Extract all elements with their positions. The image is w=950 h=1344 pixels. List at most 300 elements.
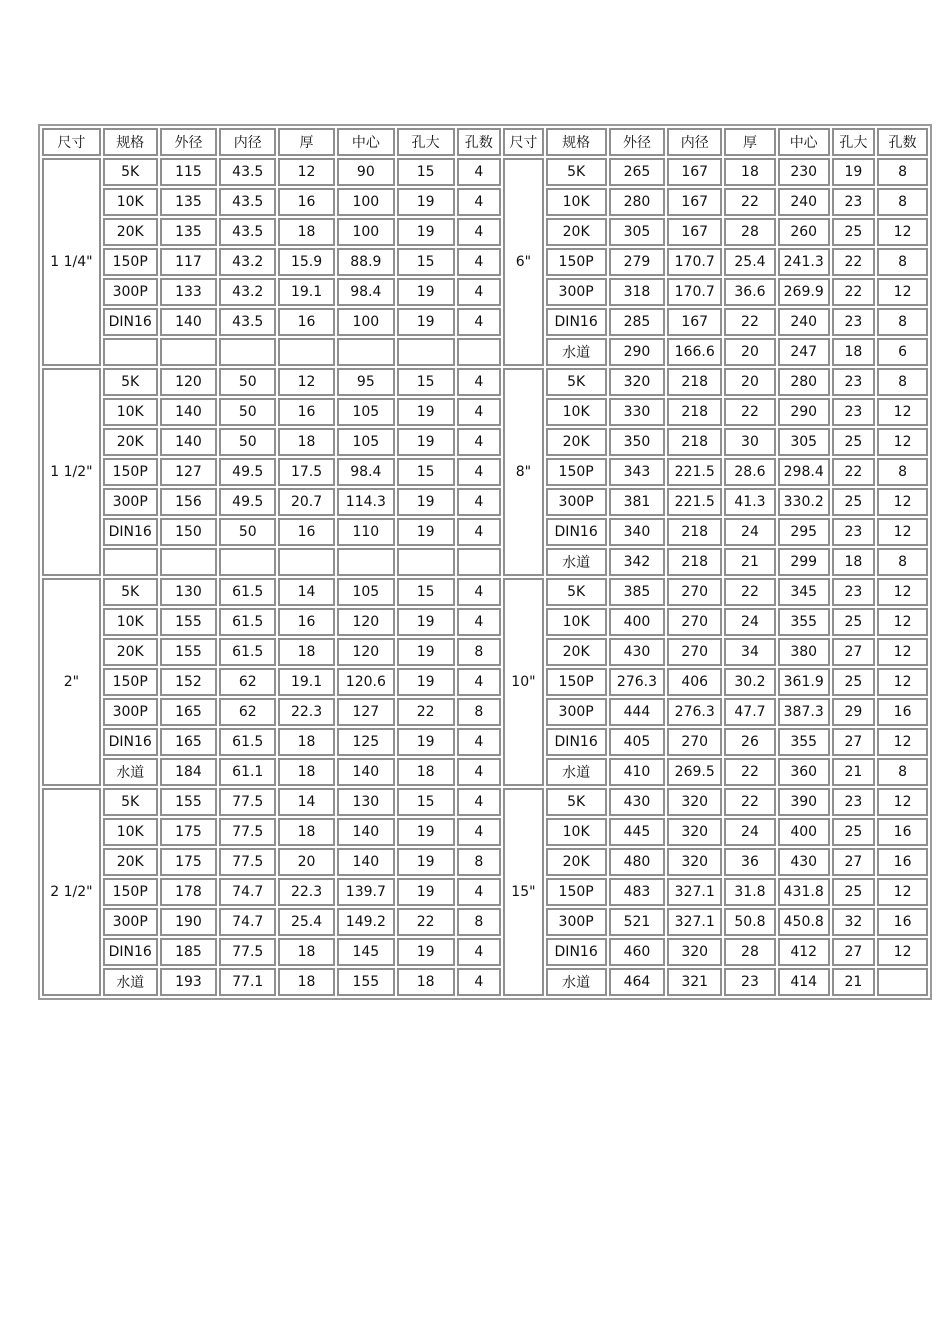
center-cell: 105 bbox=[337, 398, 395, 426]
header-hole-size-right: 孔大 bbox=[832, 128, 876, 156]
center-cell: 125 bbox=[337, 728, 395, 756]
hole-count-cell: 8 bbox=[877, 458, 928, 486]
hole-count-cell: 4 bbox=[457, 728, 502, 756]
header-outer-diameter-right: 外径 bbox=[609, 128, 666, 156]
center-cell: 145 bbox=[337, 938, 395, 966]
thickness-cell: 20 bbox=[724, 368, 776, 396]
spec-cell: 300P bbox=[546, 908, 607, 936]
center-cell: 110 bbox=[337, 518, 395, 546]
outer-diameter-cell: 156 bbox=[160, 488, 218, 516]
inner-diameter-cell: 320 bbox=[667, 848, 722, 876]
center-cell: 431.8 bbox=[778, 878, 830, 906]
header-size-right: 尺寸 bbox=[503, 128, 544, 156]
table-row bbox=[42, 908, 928, 936]
header-outer-diameter-left: 外径 bbox=[160, 128, 218, 156]
inner-diameter-cell: 77.5 bbox=[219, 788, 276, 816]
spec-cell: 300P bbox=[103, 278, 158, 306]
table-row bbox=[42, 278, 928, 306]
header-hole-count-left: 孔数 bbox=[457, 128, 502, 156]
thickness-cell: 14 bbox=[278, 578, 335, 606]
hole-count-cell: 12 bbox=[877, 608, 928, 636]
hole-count-cell: 12 bbox=[877, 878, 928, 906]
inner-diameter-cell: 50 bbox=[219, 368, 276, 396]
spec-cell: 300P bbox=[546, 278, 607, 306]
hole-size-cell: 19 bbox=[397, 428, 455, 456]
hole-count-cell: 6 bbox=[877, 338, 928, 366]
hole-count-cell: 12 bbox=[877, 938, 928, 966]
spec-cell: 5K bbox=[103, 788, 158, 816]
hole-size-cell: 23 bbox=[832, 578, 876, 606]
outer-diameter-cell: 140 bbox=[160, 428, 218, 456]
hole-size-cell: 15 bbox=[397, 788, 455, 816]
spec-cell: 300P bbox=[103, 698, 158, 726]
table-row bbox=[42, 788, 928, 816]
thickness-cell: 47.7 bbox=[724, 698, 776, 726]
hole-count-cell: 12 bbox=[877, 398, 928, 426]
hole-size-cell: 19 bbox=[397, 638, 455, 666]
hole-size-cell: 19 bbox=[397, 608, 455, 636]
hole-count-cell: 8 bbox=[457, 638, 502, 666]
thickness-cell: 19.1 bbox=[278, 278, 335, 306]
thickness-cell: 18 bbox=[724, 158, 776, 186]
thickness-cell: 22 bbox=[724, 578, 776, 606]
center-cell: 98.4 bbox=[337, 458, 395, 486]
thickness-cell: 18 bbox=[278, 428, 335, 456]
flange-spec-table bbox=[38, 124, 932, 1000]
hole-size-cell: 22 bbox=[397, 908, 455, 936]
size-cell-right: 8" bbox=[503, 368, 544, 576]
inner-diameter-cell: 77.5 bbox=[219, 938, 276, 966]
spec-cell: 20K bbox=[103, 848, 158, 876]
hole-count-cell: 4 bbox=[457, 758, 502, 786]
hole-count-cell: 12 bbox=[877, 728, 928, 756]
spec-cell: 300P bbox=[103, 908, 158, 936]
spec-cell: DIN16 bbox=[103, 308, 158, 336]
inner-diameter-cell: 167 bbox=[667, 308, 722, 336]
header-center-left: 中心 bbox=[337, 128, 395, 156]
spec-cell: 300P bbox=[546, 698, 607, 726]
thickness-cell: 22 bbox=[724, 788, 776, 816]
outer-diameter-cell: 385 bbox=[609, 578, 666, 606]
table-row bbox=[42, 248, 928, 276]
spec-cell: 10K bbox=[103, 188, 158, 216]
header-inner-diameter-right: 内径 bbox=[667, 128, 722, 156]
inner-diameter-cell: 50 bbox=[219, 428, 276, 456]
center-cell: 345 bbox=[778, 578, 830, 606]
inner-diameter-cell: 167 bbox=[667, 218, 722, 246]
outer-diameter-cell: 178 bbox=[160, 878, 218, 906]
hole-size-cell: 19 bbox=[397, 848, 455, 876]
spec-cell: 10K bbox=[546, 398, 607, 426]
table-row bbox=[42, 428, 928, 456]
hole-count-cell: 4 bbox=[457, 878, 502, 906]
table-row bbox=[42, 758, 928, 786]
spec-cell: 150P bbox=[546, 668, 607, 696]
flange-spec-sheet bbox=[38, 124, 932, 1058]
center-cell: 105 bbox=[337, 428, 395, 456]
hole-count-cell: 8 bbox=[877, 188, 928, 216]
thickness-cell: 36 bbox=[724, 848, 776, 876]
outer-diameter-cell: 175 bbox=[160, 848, 218, 876]
table-row bbox=[42, 308, 928, 336]
center-cell: 140 bbox=[337, 848, 395, 876]
outer-diameter-cell: 400 bbox=[609, 608, 666, 636]
hole-count-cell: 8 bbox=[457, 848, 502, 876]
hole-size-cell: 25 bbox=[832, 668, 876, 696]
inner-diameter-cell: 221.5 bbox=[667, 488, 722, 516]
table-row bbox=[42, 218, 928, 246]
outer-diameter-cell: 320 bbox=[609, 368, 666, 396]
hole-count-cell: 12 bbox=[877, 638, 928, 666]
header-thickness-right: 厚 bbox=[724, 128, 776, 156]
outer-diameter-cell: 120 bbox=[160, 368, 218, 396]
center-cell: 295 bbox=[778, 518, 830, 546]
center-cell: 105 bbox=[337, 578, 395, 606]
header-hole-size-left: 孔大 bbox=[397, 128, 455, 156]
inner-diameter-cell: 218 bbox=[667, 518, 722, 546]
thickness-cell: 24 bbox=[724, 518, 776, 546]
hole-size-cell: 19 bbox=[397, 188, 455, 216]
thickness-cell: 21 bbox=[724, 548, 776, 576]
thickness-cell: 34 bbox=[724, 638, 776, 666]
inner-diameter-cell: 77.5 bbox=[219, 848, 276, 876]
hole-count-cell: 12 bbox=[877, 518, 928, 546]
center-cell: 355 bbox=[778, 608, 830, 636]
thickness-cell: 20 bbox=[724, 338, 776, 366]
outer-diameter-cell bbox=[160, 338, 218, 366]
hole-size-cell: 19 bbox=[397, 308, 455, 336]
inner-diameter-cell: 269.5 bbox=[667, 758, 722, 786]
hole-size-cell: 22 bbox=[832, 248, 876, 276]
spec-cell: 水道 bbox=[546, 548, 607, 576]
hole-count-cell: 4 bbox=[457, 488, 502, 516]
center-cell: 299 bbox=[778, 548, 830, 576]
thickness-cell: 16 bbox=[278, 398, 335, 426]
hole-count-cell: 16 bbox=[877, 698, 928, 726]
inner-diameter-cell: 327.1 bbox=[667, 908, 722, 936]
inner-diameter-cell: 74.7 bbox=[219, 878, 276, 906]
outer-diameter-cell: 350 bbox=[609, 428, 666, 456]
thickness-cell: 30.2 bbox=[724, 668, 776, 696]
hole-size-cell: 22 bbox=[397, 698, 455, 726]
inner-diameter-cell: 170.7 bbox=[667, 248, 722, 276]
spec-cell: 5K bbox=[103, 578, 158, 606]
outer-diameter-cell: 285 bbox=[609, 308, 666, 336]
outer-diameter-cell: 342 bbox=[609, 548, 666, 576]
hole-size-cell bbox=[397, 548, 455, 576]
center-cell: 240 bbox=[778, 308, 830, 336]
center-cell: 450.8 bbox=[778, 908, 830, 936]
hole-count-cell: 12 bbox=[877, 578, 928, 606]
inner-diameter-cell: 320 bbox=[667, 818, 722, 846]
center-cell: 260 bbox=[778, 218, 830, 246]
spec-cell: 20K bbox=[546, 218, 607, 246]
outer-diameter-cell: 280 bbox=[609, 188, 666, 216]
outer-diameter-cell: 483 bbox=[609, 878, 666, 906]
inner-diameter-cell: 167 bbox=[667, 158, 722, 186]
thickness-cell: 25.4 bbox=[278, 908, 335, 936]
center-cell: 100 bbox=[337, 308, 395, 336]
thickness-cell: 25.4 bbox=[724, 248, 776, 276]
center-cell: 90 bbox=[337, 158, 395, 186]
inner-diameter-cell: 49.5 bbox=[219, 488, 276, 516]
inner-diameter-cell: 320 bbox=[667, 788, 722, 816]
hole-size-cell: 18 bbox=[397, 968, 455, 996]
inner-diameter-cell: 218 bbox=[667, 368, 722, 396]
center-cell: 120 bbox=[337, 608, 395, 636]
outer-diameter-cell: 155 bbox=[160, 608, 218, 636]
inner-diameter-cell: 43.2 bbox=[219, 248, 276, 276]
thickness-cell: 18 bbox=[278, 638, 335, 666]
center-cell: 390 bbox=[778, 788, 830, 816]
inner-diameter-cell: 218 bbox=[667, 428, 722, 456]
thickness-cell: 28 bbox=[724, 218, 776, 246]
outer-diameter-cell: 381 bbox=[609, 488, 666, 516]
outer-diameter-cell: 165 bbox=[160, 728, 218, 756]
spec-cell: 150P bbox=[546, 458, 607, 486]
hole-size-cell: 32 bbox=[832, 908, 876, 936]
thickness-cell: 22.3 bbox=[278, 878, 335, 906]
inner-diameter-cell: 43.2 bbox=[219, 278, 276, 306]
hole-count-cell: 4 bbox=[457, 608, 502, 636]
hole-size-cell: 19 bbox=[397, 668, 455, 696]
hole-size-cell: 23 bbox=[832, 518, 876, 546]
hole-count-cell: 4 bbox=[457, 158, 502, 186]
center-cell bbox=[337, 548, 395, 576]
thickness-cell: 22 bbox=[724, 308, 776, 336]
hole-size-cell: 23 bbox=[832, 308, 876, 336]
thickness-cell: 20.7 bbox=[278, 488, 335, 516]
hole-count-cell: 4 bbox=[457, 518, 502, 546]
center-cell: 241.3 bbox=[778, 248, 830, 276]
thickness-cell: 30 bbox=[724, 428, 776, 456]
hole-size-cell: 25 bbox=[832, 488, 876, 516]
outer-diameter-cell: 276.3 bbox=[609, 668, 666, 696]
thickness-cell bbox=[278, 548, 335, 576]
spec-cell: 300P bbox=[546, 488, 607, 516]
center-cell: 247 bbox=[778, 338, 830, 366]
thickness-cell: 18 bbox=[278, 218, 335, 246]
table-row bbox=[42, 368, 928, 396]
center-cell bbox=[337, 338, 395, 366]
hole-count-cell: 16 bbox=[877, 848, 928, 876]
table-body bbox=[42, 158, 928, 996]
hole-count-cell: 4 bbox=[457, 188, 502, 216]
hole-count-cell: 12 bbox=[877, 668, 928, 696]
outer-diameter-cell: 444 bbox=[609, 698, 666, 726]
table-row bbox=[42, 968, 928, 996]
center-cell: 149.2 bbox=[337, 908, 395, 936]
thickness-cell: 41.3 bbox=[724, 488, 776, 516]
inner-diameter-cell: 61.5 bbox=[219, 608, 276, 636]
thickness-cell: 17.5 bbox=[278, 458, 335, 486]
spec-cell: 10K bbox=[546, 608, 607, 636]
inner-diameter-cell: 327.1 bbox=[667, 878, 722, 906]
hole-size-cell: 27 bbox=[832, 938, 876, 966]
header-size-left: 尺寸 bbox=[42, 128, 101, 156]
inner-diameter-cell: 61.5 bbox=[219, 728, 276, 756]
hole-count-cell: 8 bbox=[877, 548, 928, 576]
outer-diameter-cell: 521 bbox=[609, 908, 666, 936]
center-cell: 114.3 bbox=[337, 488, 395, 516]
hole-count-cell bbox=[877, 968, 928, 996]
hole-count-cell: 8 bbox=[877, 758, 928, 786]
spec-cell: 10K bbox=[103, 608, 158, 636]
hole-count-cell: 4 bbox=[457, 668, 502, 696]
hole-count-cell: 4 bbox=[457, 278, 502, 306]
inner-diameter-cell: 43.5 bbox=[219, 188, 276, 216]
inner-diameter-cell: 218 bbox=[667, 398, 722, 426]
inner-diameter-cell: 50 bbox=[219, 398, 276, 426]
hole-size-cell: 25 bbox=[832, 818, 876, 846]
table-row bbox=[42, 188, 928, 216]
table-row bbox=[42, 518, 928, 546]
hole-count-cell: 8 bbox=[877, 308, 928, 336]
thickness-cell: 12 bbox=[278, 158, 335, 186]
inner-diameter-cell bbox=[219, 548, 276, 576]
inner-diameter-cell: 406 bbox=[667, 668, 722, 696]
spec-cell bbox=[103, 338, 158, 366]
hole-count-cell bbox=[457, 548, 502, 576]
spec-cell: 水道 bbox=[546, 968, 607, 996]
outer-diameter-cell: 343 bbox=[609, 458, 666, 486]
hole-size-cell: 19 bbox=[397, 398, 455, 426]
hole-size-cell: 23 bbox=[832, 368, 876, 396]
hole-size-cell: 15 bbox=[397, 248, 455, 276]
spec-cell: 150P bbox=[103, 248, 158, 276]
size-cell-left: 1 1/4" bbox=[42, 158, 101, 366]
outer-diameter-cell: 133 bbox=[160, 278, 218, 306]
thickness-cell: 24 bbox=[724, 818, 776, 846]
outer-diameter-cell: 115 bbox=[160, 158, 218, 186]
thickness-cell: 16 bbox=[278, 308, 335, 336]
spec-cell: 5K bbox=[546, 158, 607, 186]
hole-size-cell: 19 bbox=[397, 818, 455, 846]
hole-size-cell bbox=[397, 338, 455, 366]
hole-size-cell: 29 bbox=[832, 698, 876, 726]
inner-diameter-cell: 270 bbox=[667, 728, 722, 756]
spec-cell: 150P bbox=[103, 458, 158, 486]
spec-cell: DIN16 bbox=[546, 938, 607, 966]
hole-size-cell: 19 bbox=[397, 218, 455, 246]
header-inner-diameter-left: 内径 bbox=[219, 128, 276, 156]
inner-diameter-cell: 221.5 bbox=[667, 458, 722, 486]
header-hole-count-right: 孔数 bbox=[877, 128, 928, 156]
hole-count-cell: 4 bbox=[457, 398, 502, 426]
hole-size-cell: 18 bbox=[832, 548, 876, 576]
inner-diameter-cell: 61.5 bbox=[219, 578, 276, 606]
table-row bbox=[42, 728, 928, 756]
hole-count-cell: 8 bbox=[457, 698, 502, 726]
table-row bbox=[42, 818, 928, 846]
center-cell: 380 bbox=[778, 638, 830, 666]
center-cell: 298.4 bbox=[778, 458, 830, 486]
hole-size-cell: 19 bbox=[397, 938, 455, 966]
table-row bbox=[42, 458, 928, 486]
thickness-cell: 24 bbox=[724, 608, 776, 636]
hole-count-cell: 4 bbox=[457, 368, 502, 396]
table-row bbox=[42, 548, 928, 576]
table-row bbox=[42, 488, 928, 516]
hole-count-cell: 4 bbox=[457, 818, 502, 846]
table-row bbox=[42, 608, 928, 636]
thickness-cell: 22 bbox=[724, 398, 776, 426]
spec-cell: DIN16 bbox=[546, 308, 607, 336]
center-cell: 155 bbox=[337, 968, 395, 996]
spec-cell: 5K bbox=[546, 578, 607, 606]
outer-diameter-cell: 135 bbox=[160, 188, 218, 216]
table-row bbox=[42, 938, 928, 966]
hole-count-cell: 4 bbox=[457, 578, 502, 606]
spec-cell: 150P bbox=[546, 878, 607, 906]
center-cell: 355 bbox=[778, 728, 830, 756]
spec-cell: 20K bbox=[546, 638, 607, 666]
spec-cell: 5K bbox=[103, 158, 158, 186]
hole-size-cell: 19 bbox=[397, 728, 455, 756]
thickness-cell: 16 bbox=[278, 608, 335, 636]
outer-diameter-cell: 140 bbox=[160, 398, 218, 426]
hole-size-cell: 27 bbox=[832, 848, 876, 876]
center-cell: 140 bbox=[337, 758, 395, 786]
thickness-cell bbox=[278, 338, 335, 366]
outer-diameter-cell: 184 bbox=[160, 758, 218, 786]
hole-count-cell: 4 bbox=[457, 458, 502, 486]
outer-diameter-cell bbox=[160, 548, 218, 576]
table-row bbox=[42, 398, 928, 426]
size-cell-right: 10" bbox=[503, 578, 544, 786]
spec-cell: 5K bbox=[103, 368, 158, 396]
inner-diameter-cell: 218 bbox=[667, 548, 722, 576]
center-cell: 98.4 bbox=[337, 278, 395, 306]
center-cell: 430 bbox=[778, 848, 830, 876]
center-cell: 100 bbox=[337, 188, 395, 216]
hole-size-cell: 15 bbox=[397, 158, 455, 186]
spec-cell: 20K bbox=[103, 218, 158, 246]
thickness-cell: 18 bbox=[278, 758, 335, 786]
thickness-cell: 50.8 bbox=[724, 908, 776, 936]
thickness-cell: 31.8 bbox=[724, 878, 776, 906]
center-cell: 130 bbox=[337, 788, 395, 816]
center-cell: 412 bbox=[778, 938, 830, 966]
outer-diameter-cell: 340 bbox=[609, 518, 666, 546]
hole-size-cell: 15 bbox=[397, 578, 455, 606]
hole-count-cell: 16 bbox=[877, 908, 928, 936]
outer-diameter-cell: 460 bbox=[609, 938, 666, 966]
table-row bbox=[42, 878, 928, 906]
center-cell: 269.9 bbox=[778, 278, 830, 306]
spec-cell: 20K bbox=[546, 848, 607, 876]
spec-cell: 5K bbox=[546, 368, 607, 396]
center-cell: 88.9 bbox=[337, 248, 395, 276]
spec-cell: 水道 bbox=[103, 968, 158, 996]
center-cell: 120 bbox=[337, 638, 395, 666]
spec-cell: 150P bbox=[103, 668, 158, 696]
hole-count-cell: 8 bbox=[457, 908, 502, 936]
hole-size-cell: 19 bbox=[397, 518, 455, 546]
center-cell: 100 bbox=[337, 218, 395, 246]
spec-cell: 150P bbox=[103, 878, 158, 906]
hole-size-cell: 21 bbox=[832, 968, 876, 996]
outer-diameter-cell: 185 bbox=[160, 938, 218, 966]
inner-diameter-cell: 61.1 bbox=[219, 758, 276, 786]
spec-cell: 10K bbox=[546, 818, 607, 846]
center-cell: 139.7 bbox=[337, 878, 395, 906]
header-thickness-left: 厚 bbox=[278, 128, 335, 156]
spec-cell: 10K bbox=[546, 188, 607, 216]
inner-diameter-cell: 270 bbox=[667, 578, 722, 606]
hole-count-cell: 16 bbox=[877, 818, 928, 846]
thickness-cell: 22 bbox=[724, 758, 776, 786]
